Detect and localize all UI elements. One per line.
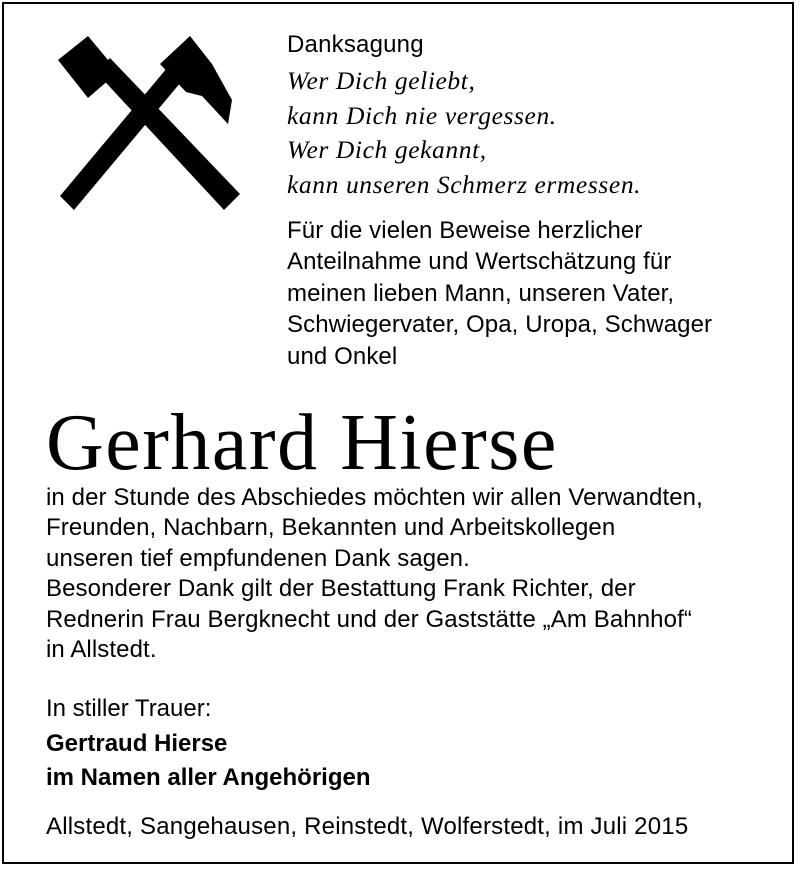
signer-name: Gertraud Hierse xyxy=(46,730,228,757)
poem-line: kann Dich nie vergessen. xyxy=(287,100,557,130)
body-line: in Allstedt. xyxy=(46,636,157,664)
body-line: in der Stunde des Abschiedes möchten wir allen Verwandten, xyxy=(46,484,703,511)
intro-line: Anteilnahme und Wertschätzung für xyxy=(287,248,672,276)
body-paragraph xyxy=(46,483,703,665)
poem-line: Wer Dich gekannt, xyxy=(287,135,487,164)
crossed-hammers-icon xyxy=(52,34,242,216)
mourning-label: In stiller Trauer: xyxy=(46,695,212,722)
intro-line: meinen lieben Mann, unseren Vater, xyxy=(287,279,675,307)
body-line: Rednerin Frau Bergknecht und der Gaststätte „Am Bahnhof“ xyxy=(46,605,692,633)
poem-line: kann unseren Schmerz ermessen. xyxy=(287,169,642,199)
poem-line: Wer Dich geliebt, xyxy=(287,66,476,95)
footer-places-date: Allstedt, Sangehausen, Reinstedt, Wolferstedt, im Juli 2015 xyxy=(46,813,689,840)
body-line: Freunden, Nachbarn, Bekannten und Arbeitskollegen xyxy=(46,514,616,542)
intro-line: Schwiegervater, Opa, Uropa, Schwager xyxy=(287,311,713,339)
deceased-name: Gerhard Hierse xyxy=(46,399,558,487)
heading-danksagung: Danksagung xyxy=(287,31,424,58)
poem xyxy=(287,64,641,202)
signers xyxy=(46,727,371,795)
intro-paragraph xyxy=(287,215,712,372)
hammer-head-left xyxy=(58,36,118,98)
body-line: unseren tief empfundenen Dank sagen. xyxy=(46,544,470,572)
intro-line: Für die vielen Beweise herzlicher xyxy=(287,217,643,244)
signer-family: im Namen aller Angehörigen xyxy=(46,764,371,791)
intro-line: und Onkel xyxy=(287,342,398,370)
body-line: Besonderer Dank gilt der Bestattung Frank Richter, der xyxy=(46,575,636,603)
